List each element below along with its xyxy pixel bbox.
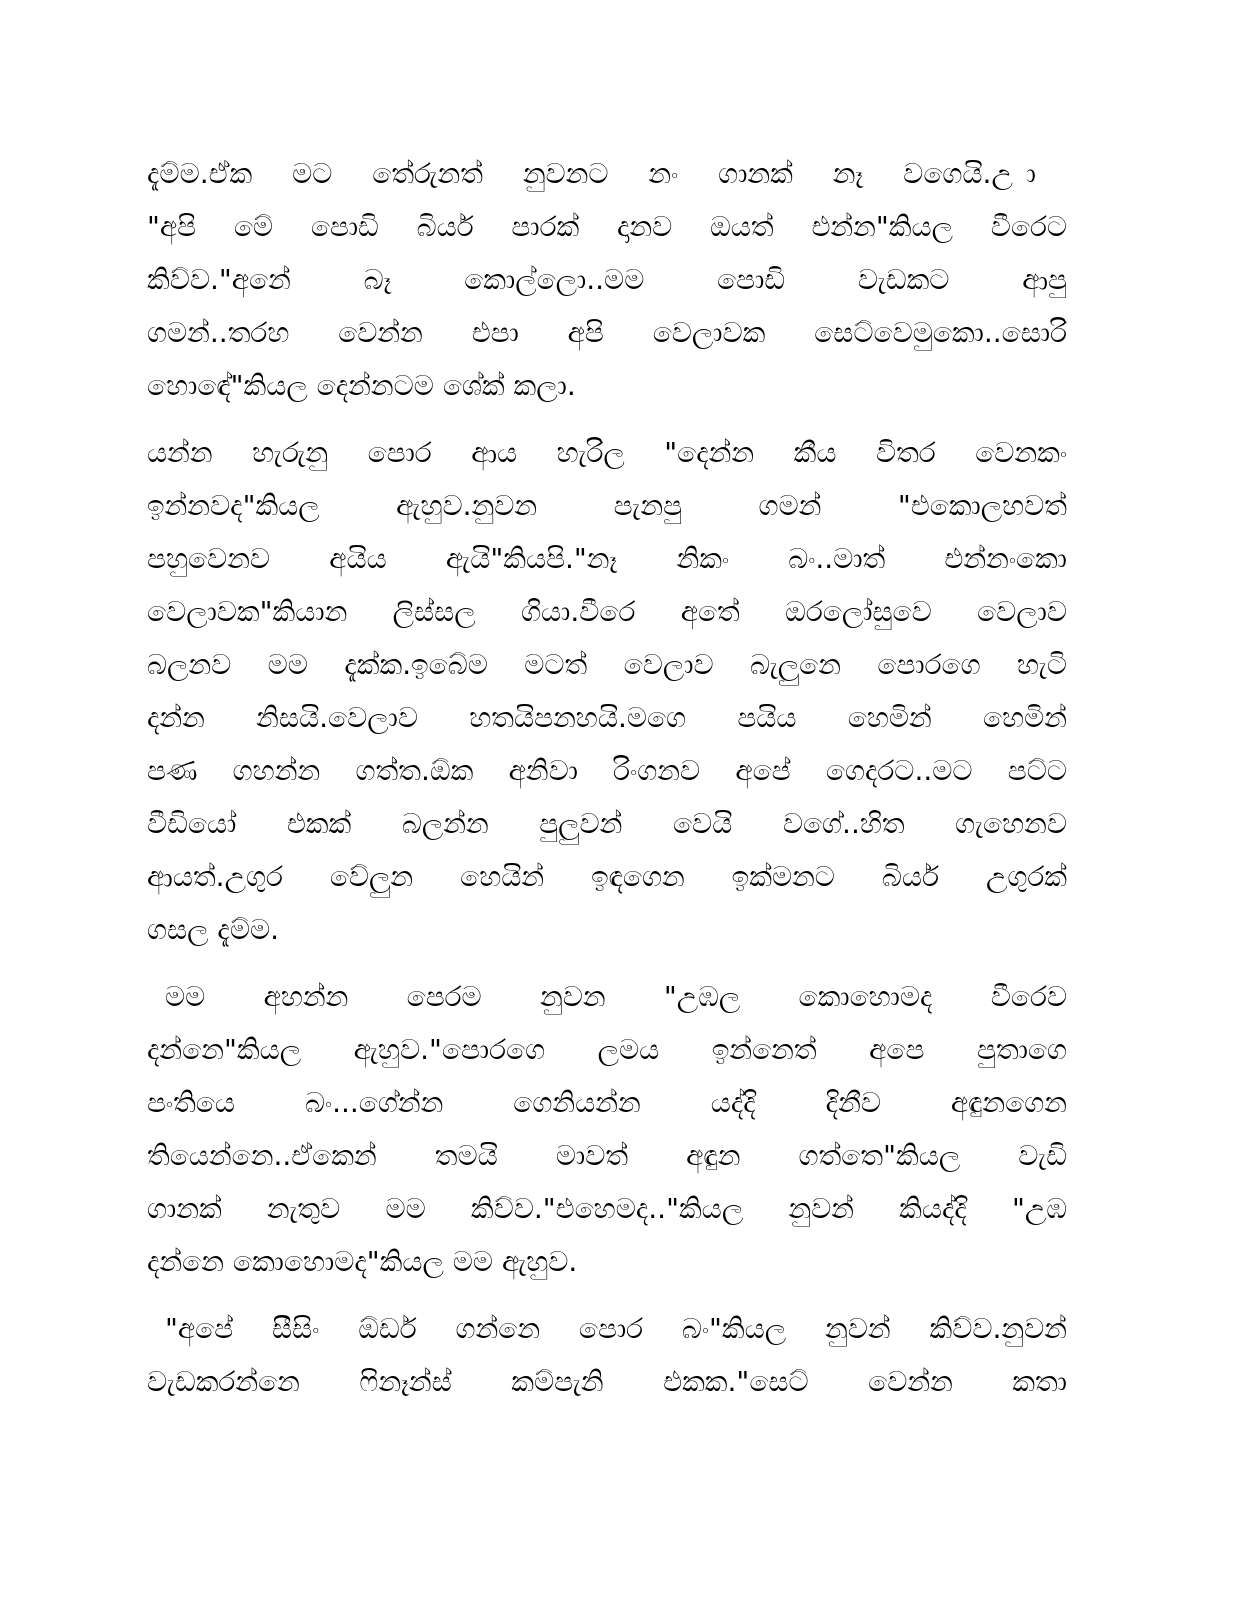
text-line: පහුවෙනව අයිය ඇයි"කියපි."නෑ නිකං බං..මාත් එන්නංකො <box>147 542 1067 575</box>
text-line: පණ ගහන්න ගත්ත.ඕක අනිවා රිංගනව අපේ ගෙදරට..මට පට්ට <box>147 754 1067 787</box>
paragraph-gap <box>147 1288 1067 1302</box>
text-line: යන්න හැරුනු පොර ආය හැරිල "දෙන්න කීය විතර වෙනකං <box>147 436 1067 469</box>
body-text <box>147 147 1067 1408</box>
text-line: ගානක් නැතුව මම කිව්ව."එහෙමද.."කියල නුවන් කියද්දි "උඹ <box>147 1192 1067 1225</box>
text-line: ආයත්.උගුර වේලුන හෙයින් ඉඳගෙන ඉක්මනට බියර් උගුරක් <box>147 860 1067 893</box>
paragraph-4 <box>147 1302 1067 1408</box>
text-line: "අපේ සීසිං ඕඩර් ගන්නෙ පොර බං"කියල නුවන් කිව්ව.නුවන් <box>165 1312 1067 1345</box>
text-line: මම අහන්න පෙරම නුවන "උඹල කොහොමද වීරෙව <box>165 980 1067 1013</box>
paragraph-gap <box>147 956 1067 970</box>
text-line: පංතියෙ බං...ගේන්න ගෙනියන්න යද්දි දිනීව අඳුනගෙන <box>147 1086 1067 1119</box>
text-line: දන්නෙ"කියල ඇහුව."පොරගෙ ලමය ඉන්නෙත් අපෙ පුතාගෙ <box>147 1033 1067 1066</box>
paragraph-1 <box>147 147 1067 412</box>
text-line: බලනව මම දැක්ක.ඉබේම මටත් වෙලාව බැලුනෙ පොරගෙ හැටි <box>147 648 1067 681</box>
text-line: දැම්ම.ඒක මට තේරුනත් නුවනට නං ගානක් නෑ වගෙයි.උ ා <box>147 157 1067 190</box>
text-line: ඉන්නවද"කියල ඇහුව.නුවන පැනපු ගමන් "එකොලහවත් <box>147 489 1067 522</box>
text-line: හොඳේ"කියල දෙන්නටම ශේක් කලා. <box>147 369 576 402</box>
text-line: වීඩියෝ එකක් බලන්න පුලුවන් වෙයි වගේ..හිත ගැහෙනව <box>147 807 1067 840</box>
text-line: තියෙන්නෙ..ඒකෙන් තමයි මාවත් අඳුන ගත්තෙ"කියල වැඩි <box>147 1139 1067 1172</box>
paragraph-2 <box>147 426 1067 956</box>
text-line: වැඩකරන්නෙ ෆිනෑන්ස් කම්පැනි එකක."සෙට් වෙන්න කතා <box>147 1365 1067 1398</box>
paragraph-gap <box>147 412 1067 426</box>
text-line: දන්න නිසයි.වෙලාව හතයිපනහයි.මගෙ පයිය හෙමින් හෙමින් <box>147 701 1067 734</box>
text-line: ගමන්..තරහ වෙන්න එපා අපි වෙලාවක සෙට්වෙමුකො..සොරි <box>147 316 1067 349</box>
text-line: ගසල දැම්ම. <box>147 913 280 946</box>
paragraph-3 <box>147 970 1067 1288</box>
text-line: වෙලාවක"කියාන ලිස්සල ගියා.වීරෙ අතේ ඔරලෝසුවෙ වෙලාව <box>147 595 1067 628</box>
text-line: "අපි මේ පොඩි බියර් පාරක් දානව ඔයත් එන්න"කියල වීරෙට <box>147 210 1067 243</box>
text-line: දන්නෙ කොහොමද"කියල මම ඇහුව. <box>147 1245 578 1278</box>
text-line: කිව්ව."අනේ බෑ කොල්ලො..මම පොඩි වැඩකට ආපු <box>147 263 1067 296</box>
